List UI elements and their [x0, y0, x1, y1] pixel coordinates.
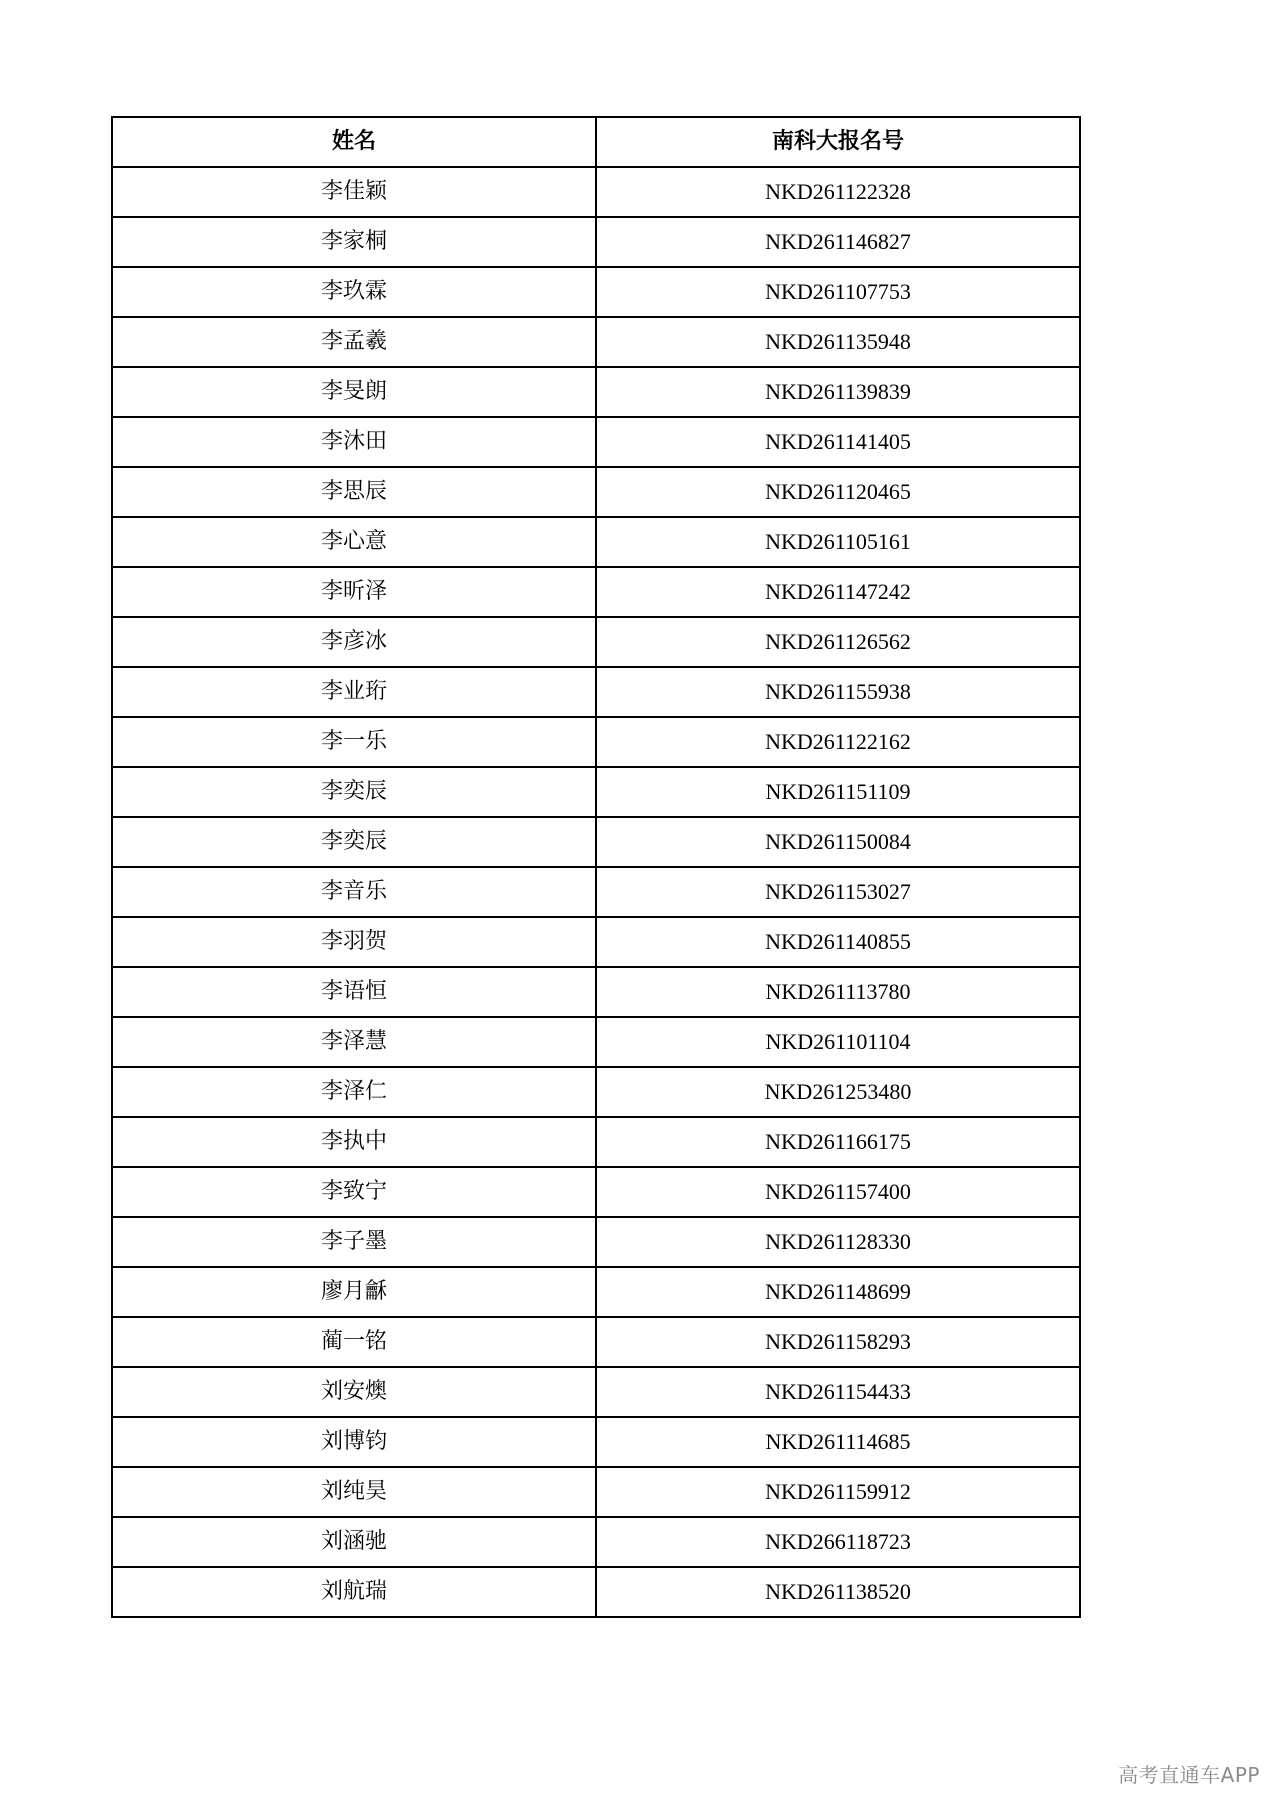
table-row — [112, 1567, 1080, 1617]
cell-registration-number: NKD261139839 — [596, 367, 1080, 417]
cell-registration-number: NKD261148699 — [596, 1267, 1080, 1317]
cell-registration-number: NKD261141405 — [596, 417, 1080, 467]
cell-registration-number: NKD266118723 — [596, 1517, 1080, 1567]
cell-registration-number: NKD261107753 — [596, 267, 1080, 317]
cell-name: 李子墨 — [112, 1217, 596, 1267]
table-row — [112, 1267, 1080, 1317]
admission-roster-table — [111, 116, 1081, 1618]
cell-name: 廖月龢 — [112, 1267, 596, 1317]
cell-registration-number: NKD261140855 — [596, 917, 1080, 967]
cell-name: 李玖霖 — [112, 267, 596, 317]
table-row — [112, 1367, 1080, 1417]
cell-registration-number: NKD261122328 — [596, 167, 1080, 217]
table-row — [112, 1517, 1080, 1567]
table-row — [112, 1417, 1080, 1467]
cell-name: 刘安燠 — [112, 1367, 596, 1417]
cell-name: 李泽慧 — [112, 1017, 596, 1067]
cell-registration-number: NKD261113780 — [596, 967, 1080, 1017]
cell-name: 李沐田 — [112, 417, 596, 467]
header-name: 姓名 — [112, 117, 596, 167]
cell-name: 李佳颖 — [112, 167, 596, 217]
cell-registration-number: NKD261126562 — [596, 617, 1080, 667]
cell-registration-number: NKD261147242 — [596, 567, 1080, 617]
cell-registration-number: NKD261154433 — [596, 1367, 1080, 1417]
cell-name: 蔺一铭 — [112, 1317, 596, 1367]
table-row — [112, 167, 1080, 217]
watermark-text: 高考直通车APP — [1118, 1763, 1260, 1787]
header-registration-number: 南科大报名号 — [596, 117, 1080, 167]
cell-registration-number: NKD261122162 — [596, 717, 1080, 767]
table-row — [112, 1067, 1080, 1117]
cell-registration-number: NKD261158293 — [596, 1317, 1080, 1367]
cell-registration-number: NKD261151109 — [596, 767, 1080, 817]
table-header — [112, 117, 1080, 167]
table-row — [112, 917, 1080, 967]
cell-name: 刘涵驰 — [112, 1517, 596, 1567]
cell-name: 李孟羲 — [112, 317, 596, 367]
cell-name: 李泽仁 — [112, 1067, 596, 1117]
cell-name: 李执中 — [112, 1117, 596, 1167]
cell-name: 李旻朗 — [112, 367, 596, 417]
table-row — [112, 467, 1080, 517]
cell-name: 李羽贺 — [112, 917, 596, 967]
table-row — [112, 1117, 1080, 1167]
table-row — [112, 367, 1080, 417]
cell-registration-number: NKD261166175 — [596, 1117, 1080, 1167]
cell-name: 刘博钧 — [112, 1417, 596, 1467]
cell-registration-number: NKD261153027 — [596, 867, 1080, 917]
cell-registration-number: NKD261138520 — [596, 1567, 1080, 1617]
table-row — [112, 317, 1080, 367]
header-row — [112, 117, 1080, 167]
cell-registration-number: NKD261155938 — [596, 667, 1080, 717]
cell-registration-number: NKD261159912 — [596, 1467, 1080, 1517]
cell-name: 李语恒 — [112, 967, 596, 1017]
table-row — [112, 667, 1080, 717]
cell-registration-number: NKD261101104 — [596, 1017, 1080, 1067]
table-row — [112, 1017, 1080, 1067]
cell-registration-number: NKD261135948 — [596, 317, 1080, 367]
table-row — [112, 867, 1080, 917]
cell-registration-number: NKD261146827 — [596, 217, 1080, 267]
cell-registration-number: NKD261253480 — [596, 1067, 1080, 1117]
cell-registration-number: NKD261114685 — [596, 1417, 1080, 1467]
cell-name: 刘纯昊 — [112, 1467, 596, 1517]
table-row — [112, 1217, 1080, 1267]
table-row — [112, 267, 1080, 317]
cell-name: 李思辰 — [112, 467, 596, 517]
cell-registration-number: NKD261157400 — [596, 1167, 1080, 1217]
cell-name: 李音乐 — [112, 867, 596, 917]
table-row — [112, 717, 1080, 767]
cell-name: 李彦冰 — [112, 617, 596, 667]
cell-name: 李昕泽 — [112, 567, 596, 617]
table-row — [112, 567, 1080, 617]
table-row — [112, 767, 1080, 817]
table-body — [112, 167, 1080, 1617]
table-row — [112, 617, 1080, 667]
table-row — [112, 1317, 1080, 1367]
table-row — [112, 1167, 1080, 1217]
table-row — [112, 817, 1080, 867]
cell-name: 刘航瑞 — [112, 1567, 596, 1617]
cell-name: 李业珩 — [112, 667, 596, 717]
cell-name: 李一乐 — [112, 717, 596, 767]
table-row — [112, 217, 1080, 267]
cell-name: 李致宁 — [112, 1167, 596, 1217]
cell-name: 李奕辰 — [112, 767, 596, 817]
cell-name: 李奕辰 — [112, 817, 596, 867]
cell-registration-number: NKD261150084 — [596, 817, 1080, 867]
cell-registration-number: NKD261105161 — [596, 517, 1080, 567]
table-row — [112, 1467, 1080, 1517]
cell-registration-number: NKD261128330 — [596, 1217, 1080, 1267]
table-row — [112, 417, 1080, 467]
cell-name: 李家桐 — [112, 217, 596, 267]
cell-registration-number: NKD261120465 — [596, 467, 1080, 517]
table-row — [112, 967, 1080, 1017]
cell-name: 李心意 — [112, 517, 596, 567]
table-row — [112, 517, 1080, 567]
